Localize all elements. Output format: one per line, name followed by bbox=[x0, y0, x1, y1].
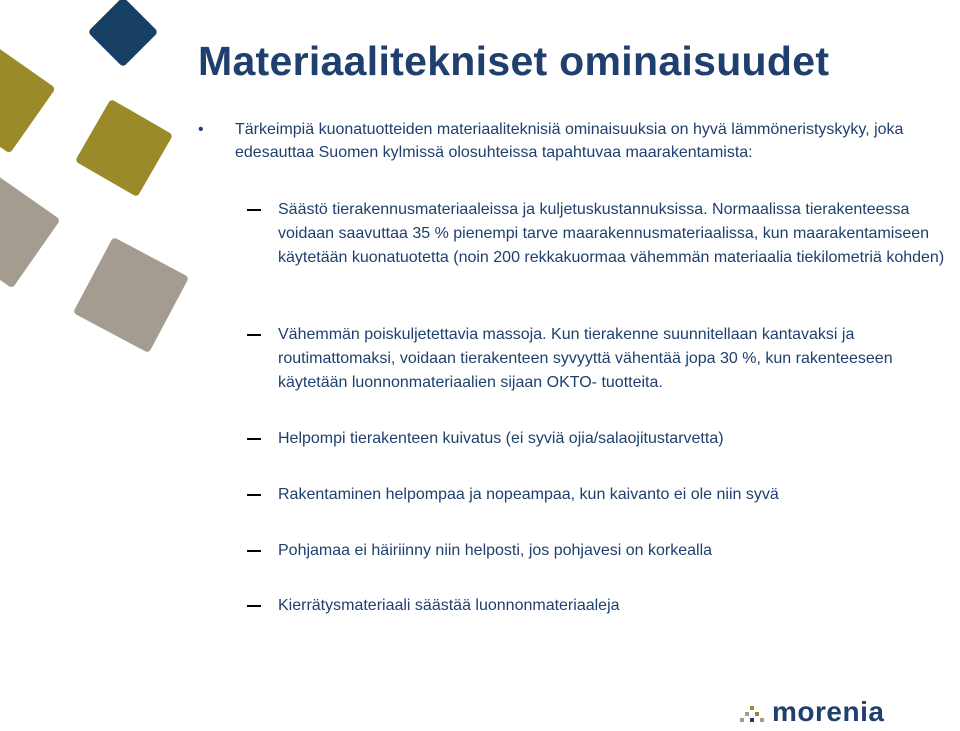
sub-bullet-1 bbox=[247, 198, 959, 270]
sub-bullet-text: Rakentaminen helpompaa ja nopeampaa, kun kaivanto ei ole niin syvä bbox=[278, 486, 779, 503]
navy-square bbox=[88, 0, 159, 67]
sub-bullet-text: Säästö tierakennusmateriaaleissa ja kuljetuskustannuksissa. Normaalissa tierakenteessa voidaan saavuttaa 35 % pienempi tarve maarakennusmateriaalissa, kun maarakentamiseen käytetään kuonatuotetta (noin 200 rekkakuormaa vähemmän materiaalia tiekilometriä kohden) bbox=[278, 201, 945, 266]
sub-bullet-2 bbox=[247, 323, 959, 395]
sub-bullet-text: Kierrätysmateriaali säästää luonnonmateriaaleja bbox=[278, 597, 620, 614]
bullet-dot-icon: • bbox=[198, 121, 204, 138]
slide-title: Materiaalitekniset ominaisuudet bbox=[198, 38, 830, 84]
dash-icon bbox=[247, 494, 261, 496]
dash-icon bbox=[247, 438, 261, 440]
sub-bullet-text: Pohjamaa ei häiriinny niin helposti, jos pohjavesi on korkealla bbox=[278, 542, 713, 559]
logo-text: morenia bbox=[772, 696, 885, 727]
sub-bullet-5 bbox=[247, 539, 959, 563]
dash-icon bbox=[247, 209, 261, 211]
olive-square-center bbox=[75, 99, 173, 197]
dash-icon bbox=[247, 334, 261, 336]
dash-icon bbox=[247, 605, 261, 607]
sub-bullet-3 bbox=[247, 427, 959, 451]
logo-dots-icon bbox=[740, 706, 766, 724]
sub-bullet-text: Vähemmän poiskuljetettavia massoja. Kun tierakenne suunnitellaan kantavaksi ja routimattomaksi, voidaan tierakenteen syvyyttä vähentää jopa 30 %, kun rakenteeseen käytetään luonnonmateriaalien sijaan OKTO- tuotteita. bbox=[278, 326, 893, 391]
sub-bullet-text: Helpompi tierakenteen kuivatus (ei syviä ojia/salaojitustarvetta) bbox=[278, 430, 724, 447]
olive-square-left bbox=[0, 42, 56, 153]
sub-bullet-4 bbox=[247, 483, 959, 507]
dash-icon bbox=[247, 550, 261, 552]
morenia-logo bbox=[740, 696, 940, 730]
sub-bullet-6 bbox=[247, 594, 959, 618]
main-bullet bbox=[198, 118, 948, 164]
main-bullet-text: Tärkeimpiä kuonatuotteiden materiaaliteknisiä ominaisuuksia on hyvä lämmöneristyskyky, joka edesauttaa Suomen kylmissä olosuhteissa tapahtuvaa maarakentamista: bbox=[235, 121, 904, 161]
gray-square-center bbox=[73, 237, 189, 353]
gray-square-left bbox=[0, 172, 60, 289]
decorative-squares bbox=[0, 0, 200, 380]
